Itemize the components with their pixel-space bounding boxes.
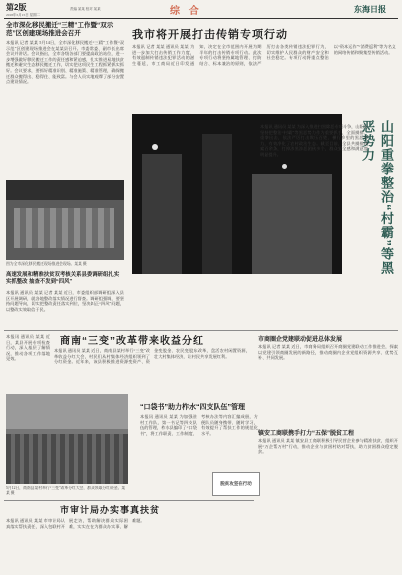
divider-mid [4,330,398,331]
headline-a2: 高速发展和精准扶贫双考核关系县委调研组扎实实抓整改 抽查不发到“四风” [6,272,120,285]
body-a10: 本报讯 通讯员 某某 近日，某县开展专项检查行动，深入基层了解情况，推动各项工作落地见效。 [6,334,50,362]
photo-meeting [6,180,124,260]
editor-line: 责编 某某 校对 某某 [70,7,101,11]
photo-meeting-caption: 图为全市深化移民搬迁现场推进会现场。某某 摄 [6,262,87,266]
headline-a8: 镇安工商联携手打力“五保”脱贫工程 [258,431,355,437]
page-number: 第2版 [6,3,27,12]
date-line: 2018年5月15日 星期二 [6,13,41,17]
body-a1: 本报讯 记者 某某 5月14日，全市深化移民搬迁“三精”工作暨“双示范”区创建现场推进会在某某县召开。市委常委、副市长出席会议并讲话。会议指出，全市各级各部门要提高政治站位，进一步增强做好移民搬迁工作的责任感和紧迫感，扎实推进易地扶贫搬迁和避灾生态移民搬迁工作，切实把这项民生工程抓紧抓实抓好。会议要求，要抓好精准识别、精准施策、精准管理，确保搬迁群众搬得出、稳得住、能致富。与会人员实地观摩了部分安置点建设情况。 [6,40,124,85]
body-a3: 本报讯 记者 某某 通讯员 某某 为进一步加大打击传销工作力度，有效遏制传销违法犯罪活动的滋生蔓延，市工商局近日印发通知，决定在全市范围内开展为期半年的打击传销专项行动。此次专项行动将坚持属地管理、打防结合、标本兼治的原则，依法严厉打击各类传销违法犯罪行为，切实维护人民群众的财产安全和社会稳定。专项行动将重点整治以“资本运作”“消费返利”等为名义的网络传销和聚集型传销活动。 [132,44,396,66]
poverty-badge [212,472,260,496]
headline-a1: 全市深化移民搬迁“三精”工作暨“双示范”区创建现场推进会召开 [6,22,114,37]
headline-a6: “口袋书”助力柞水“四支队伍”管理 [140,404,245,411]
headline-a9: 市审计局办实事真扶贫 [60,505,161,515]
headline-a5: 商南“三变”改革带来收益分红 [60,336,204,347]
section-title: 综 合 [170,6,202,17]
headline-a3: 我市将开展打击传销专项行动 [132,29,288,41]
headline-a7: 市商圈企党建联动促进总体发展 [258,337,343,343]
body-a8: 本报讯 通讯员 某某 镇安县工商联积极引导民营企业参与精准扶贫，组织开展“万企帮万村”行动，推动企业与贫困村结对帮扶，助力贫困群众稳定脱贫。 [258,438,398,455]
badge-label: 脱贫攻坚在行动 [220,481,252,486]
headline-a4: 山阳重拳整治“村霸”等黑恶势力 [360,120,394,275]
photo-crowd-caption: 5月12日，商南县某村举行“三变”改革分红大会，群众领取分红资金。某某 摄 [6,486,126,495]
body-a7: 本报讯 记者 某某 近日，市商务局组织召开商圈党建联动工作推进会，探索以党建引领商圈发展的新路径，推动商圈内企业党组织资源共享、优势互补、共同发展。 [258,344,398,361]
body-a5: 本报讯 通讯员 某某 近日，商南县某村举行“三变”改革收益分红大会，村民们从村集体经济组织领到了分红资金。近年来，该县积极推进资源变资产、资金变股金、农民变股东改革，盘活农村闲置资源，壮大村集体经济，让村民共享发展红利。 [54,348,250,365]
body-a9: 本报讯 通讯员 某某 市审计局认真落实帮扶责任，深入包联村开展走访，帮助解决群众实际困难，实实在在为群众办实事、解难题。 [6,518,145,529]
body-a4: 本报讯 通讯员 某某 为深入推进扫黑除恶专项斗争，山阳县坚持把整治“村霸”等黑恶势力作为重要抓手，全面摸排、重拳出击，依法严厉打击欺压百姓、横行乡里的黑恶势力，有效净化了农村政治生态。截至目前，全县共摸排线索百余条，打掉涉黑涉恶团伙多个，群众安全感和满意度明显提升。 [260,124,368,157]
divider-bottom [4,500,254,501]
newspaper-name: 东海日报 [354,5,386,14]
masthead-rule [4,18,398,19]
body-a6: 本报讯 通讯员 某某 为加强驻村工作队、第一书记等四支队伍的管理，柞水县编印了“口袋书”，将工作职责、工作制度、考核办法等内容汇编成册，方便队员随身携带、随时学习，有效提升了帮扶工作的规范化水平。 [140,414,258,436]
body-a2: 本报讯 通讯员 某某 记者 某某 近日，市委组织部调研组深入县区开展调研，就各地整改落实情况进行督查。调研组强调，要坚持问题导向，切实把整改责任落实到位，坚决纠正“四风”问题，以整改实效取信于民。 [6,290,124,312]
photo-crowd [6,394,128,484]
